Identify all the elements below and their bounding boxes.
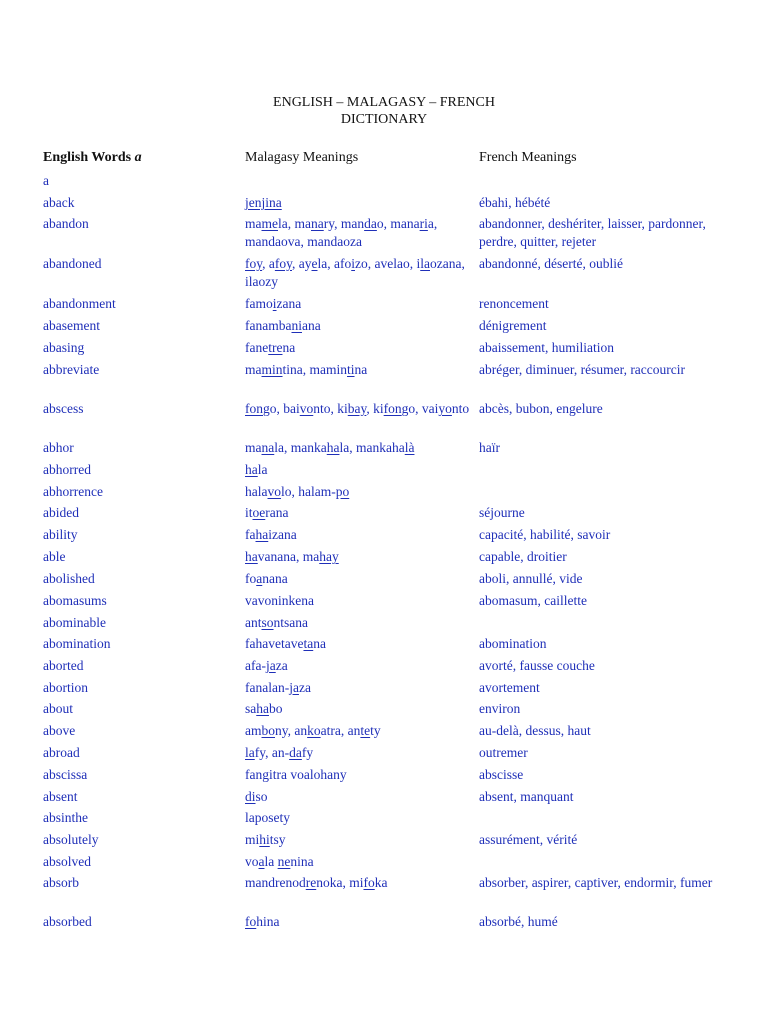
malagasy-text: go, bai — [263, 401, 300, 416]
malagasy-meaning — [245, 295, 470, 313]
malagasy-text: vo — [245, 854, 259, 869]
malagasy-text: ma — [245, 440, 262, 455]
malagasy-text: vanana, ma — [257, 549, 320, 564]
stressed-syllable: ni — [291, 318, 302, 333]
french-meaning: abréger, diminuer, résumer, raccourcir — [479, 362, 686, 377]
malagasy-meaning — [245, 504, 470, 522]
header-malagasy: Malagasy Meanings — [245, 150, 359, 165]
stressed-syllable: là — [404, 440, 415, 455]
stressed-syllable: fo — [363, 875, 375, 890]
english-word: abasing — [43, 340, 85, 355]
malagasy-meaning — [245, 809, 470, 827]
stressed-syllable: na — [261, 440, 275, 455]
stressed-syllable: po — [335, 484, 350, 499]
french-meaning: abscisse — [479, 767, 524, 782]
malagasy-meaning — [245, 614, 470, 632]
malagasy-text: , ki — [366, 401, 384, 416]
stressed-syllable: ha — [255, 527, 269, 542]
malagasy-text: la — [257, 462, 268, 477]
malagasy-text: nto, ki — [313, 401, 348, 416]
english-word: absorb — [43, 875, 79, 890]
malagasy-text: am — [245, 723, 262, 738]
stressed-syllable: ta — [303, 636, 314, 651]
stressed-syllable: la — [245, 745, 255, 760]
english-word: abandoned — [43, 256, 102, 271]
malagasy-meaning — [245, 853, 470, 871]
malagasy-text: tina, mamin — [282, 362, 348, 377]
malagasy-text: ny, an — [275, 723, 308, 738]
french-meaning: environ — [479, 701, 521, 716]
malagasy-text: la, afo — [317, 256, 352, 271]
stressed-syllable: na — [311, 216, 324, 231]
malagasy-text: hala — [245, 484, 268, 499]
stressed-syllable: ja — [265, 658, 276, 673]
english-word: able — [43, 549, 66, 564]
malagasy-text: rana — [265, 505, 289, 520]
english-word: abortion — [43, 680, 88, 695]
malagasy-meaning — [245, 744, 470, 762]
stressed-syllable: foy — [274, 256, 292, 271]
malagasy-meaning — [245, 679, 470, 697]
french-meaning: abandonné, déserté, oublié — [479, 256, 623, 271]
malagasy-text: na — [313, 636, 326, 651]
stressed-syllable: re — [305, 875, 317, 890]
stressed-syllable: ne — [277, 854, 291, 869]
malagasy-meaning — [245, 483, 470, 501]
english-word: abomination — [43, 636, 111, 651]
document-title: ENGLISH – MALAGASY – FRENCH — [273, 95, 495, 110]
malagasy-text: , a — [262, 256, 275, 271]
malagasy-text: noka, mi — [316, 875, 364, 890]
stressed-syllable: fo — [245, 914, 257, 929]
malagasy-meaning — [245, 255, 470, 290]
french-meaning: abaissement, humiliation — [479, 340, 614, 355]
malagasy-text: la, ma — [278, 216, 311, 231]
header-french: French Meanings — [479, 150, 577, 165]
english-word: abscissa — [43, 767, 88, 782]
english-word: absolved — [43, 854, 91, 869]
malagasy-text: go, vai — [401, 401, 439, 416]
malagasy-text: fangitra voalohany — [245, 767, 347, 782]
malagasy-meaning — [245, 766, 470, 784]
english-word: abhor — [43, 440, 74, 455]
malagasy-text: la, mankaha — [339, 440, 405, 455]
malagasy-meaning — [245, 874, 470, 892]
french-meaning: capacité, habilité, savoir — [479, 527, 611, 542]
malagasy-text: laposety — [245, 810, 290, 825]
english-word: absolutely — [43, 832, 99, 847]
malagasy-text: ma — [245, 362, 262, 377]
malagasy-text: vavoninkena — [245, 593, 314, 608]
stressed-syllable: i — [351, 256, 355, 271]
malagasy-text: lo, halam- — [281, 484, 336, 499]
malagasy-text: hina — [256, 914, 280, 929]
stressed-syllable: bo — [261, 723, 275, 738]
malagasy-meaning — [245, 570, 470, 588]
stressed-syllable: a — [256, 571, 263, 586]
english-word: abhorrence — [43, 484, 103, 499]
stressed-syllable: da — [364, 216, 377, 231]
malagasy-text: fahavetave — [245, 636, 304, 651]
french-meaning: abandonner, deshériter, laisser, pardonner, perdre, quitter, rejeter — [479, 216, 706, 249]
stressed-syllable: min — [261, 362, 283, 377]
stressed-syllable: tre — [268, 340, 283, 355]
malagasy-text: zana — [276, 296, 302, 311]
header-english-letter: a — [134, 150, 142, 165]
stressed-syllable: vo — [267, 484, 281, 499]
stressed-syllable: so — [261, 615, 274, 630]
stressed-syllable: me — [261, 216, 278, 231]
french-meaning: abomasum, caillette — [479, 593, 587, 608]
malagasy-text: fo — [245, 571, 257, 586]
malagasy-text: nina — [290, 854, 314, 869]
malagasy-text: nana — [262, 571, 288, 586]
stressed-syllable: di — [245, 789, 256, 804]
malagasy-meaning — [245, 913, 470, 931]
malagasy-text: fy, an- — [254, 745, 290, 760]
malagasy-text: , ay — [292, 256, 312, 271]
malagasy-text: mandrenod — [245, 875, 306, 890]
french-meaning: outremer — [479, 745, 528, 760]
french-meaning: aboli, annullé, vide — [479, 571, 583, 586]
french-meaning: renoncement — [479, 296, 549, 311]
stressed-syllable: e — [311, 256, 318, 271]
malagasy-text: it — [245, 505, 253, 520]
malagasy-text: atra, an — [320, 723, 361, 738]
malagasy-meaning — [245, 700, 470, 718]
malagasy-text: ry, man — [323, 216, 365, 231]
malagasy-text: so — [255, 789, 268, 804]
french-meaning: avorté, fausse couche — [479, 658, 595, 673]
english-word: abroad — [43, 745, 80, 760]
french-meaning: abomination — [479, 636, 547, 651]
english-word: a — [43, 173, 49, 188]
english-word: about — [43, 701, 73, 716]
stressed-syllable: ko — [307, 723, 321, 738]
stressed-syllable: ha — [245, 549, 258, 564]
malagasy-text: bo — [269, 701, 283, 716]
stressed-syllable: ha — [256, 701, 269, 716]
malagasy-text: afa- — [245, 658, 266, 673]
english-word: absinthe — [43, 810, 88, 825]
header-english-label: English Words — [43, 150, 132, 165]
stressed-syllable: hay — [319, 549, 339, 564]
malagasy-text: ty — [370, 723, 381, 738]
stressed-syllable: ha — [326, 440, 340, 455]
stressed-syllable: ja — [289, 680, 299, 695]
malagasy-text: la, manka — [274, 440, 327, 455]
english-word: aback — [43, 195, 75, 210]
stressed-syllable: vo — [299, 401, 314, 416]
malagasy-meaning — [245, 831, 470, 849]
malagasy-meaning — [245, 635, 470, 653]
malagasy-text: za — [275, 658, 288, 673]
malagasy-text: ant — [245, 615, 262, 630]
english-word: abandonment — [43, 296, 116, 311]
french-meaning: au-delà, dessus, haut — [479, 723, 591, 738]
french-meaning: haïr — [479, 440, 500, 455]
stressed-syllable: ha — [245, 462, 258, 477]
stressed-syllable: yo — [438, 401, 452, 416]
stressed-syllable: fon — [245, 401, 263, 416]
stressed-syllable: hi — [259, 832, 270, 847]
english-word: abbreviate — [43, 362, 100, 377]
french-meaning: ébahi, hébété — [479, 195, 551, 210]
french-meaning: séjourne — [479, 505, 525, 520]
document-subtitle: DICTIONARY — [340, 112, 428, 127]
stressed-syllable: bay — [347, 401, 367, 416]
english-word: abomasums — [43, 593, 107, 608]
stressed-syllable: foy — [245, 256, 263, 271]
malagasy-text: na — [282, 340, 296, 355]
stressed-syllable: fon — [383, 401, 402, 416]
french-meaning: abcès, bubon, engelure — [479, 401, 603, 416]
malagasy-text: mi — [245, 832, 260, 847]
english-word: abided — [43, 505, 79, 520]
french-meaning: avortement — [479, 680, 540, 695]
malagasy-text: sa — [245, 701, 257, 716]
malagasy-meaning — [245, 592, 470, 610]
malagasy-text: ka — [374, 875, 388, 890]
malagasy-meaning — [245, 400, 470, 418]
english-word: absent — [43, 789, 78, 804]
french-meaning: assurément, vérité — [479, 832, 578, 847]
malagasy-text: ana — [302, 318, 321, 333]
malagasy-text: la — [264, 854, 278, 869]
english-word: ability — [43, 527, 78, 542]
english-word: above — [43, 723, 76, 738]
french-meaning: dénigrement — [479, 318, 547, 333]
french-meaning: capable, droitier — [479, 549, 567, 564]
malagasy-meaning — [245, 722, 470, 740]
stressed-syllable: ti — [347, 362, 355, 377]
french-meaning: absorber, aspirer, captiver, endormir, fumer — [479, 875, 713, 890]
malagasy-text: tsy — [269, 832, 286, 847]
malagasy-meaning — [245, 461, 470, 479]
malagasy-text: o, mana — [376, 216, 420, 231]
malagasy-text: fanamba — [245, 318, 292, 333]
malagasy-meaning — [245, 215, 470, 250]
malagasy-meaning — [245, 526, 470, 544]
malagasy-meaning — [245, 361, 470, 379]
malagasy-meaning — [245, 317, 470, 335]
french-meaning: absent, manquant — [479, 789, 574, 804]
english-word: abolished — [43, 571, 95, 586]
malagasy-meaning — [245, 439, 470, 457]
malagasy-text: fanalan- — [245, 680, 290, 695]
stressed-syllable: te — [360, 723, 371, 738]
malagasy-meaning — [245, 788, 470, 806]
english-word: abhorred — [43, 462, 91, 477]
english-word: aborted — [43, 658, 84, 673]
malagasy-text: fane — [245, 340, 269, 355]
malagasy-text: ma — [245, 216, 262, 231]
english-word: abandon — [43, 216, 89, 231]
malagasy-text: fa — [245, 527, 256, 542]
stressed-syllable: a — [258, 854, 265, 869]
malagasy-text: a, mandaova, mandaoza — [245, 216, 438, 249]
stressed-syllable: jenjina — [245, 195, 282, 210]
stressed-syllable: ri — [419, 216, 428, 231]
stressed-syllable: i — [272, 296, 277, 311]
malagasy-text: ozana, ilaozy — [245, 256, 465, 289]
stressed-syllable: oe — [252, 505, 266, 520]
malagasy-text: za — [298, 680, 311, 695]
malagasy-text: fy — [301, 745, 314, 760]
malagasy-text: famo — [245, 296, 273, 311]
malagasy-text: nto — [451, 401, 470, 416]
stressed-syllable: da — [289, 745, 302, 760]
english-word: abscess — [43, 401, 84, 416]
malagasy-text: na — [354, 362, 368, 377]
malagasy-meaning — [245, 194, 470, 212]
english-word: abominable — [43, 615, 106, 630]
malagasy-text: izana — [268, 527, 297, 542]
french-meaning: absorbé, humé — [479, 914, 558, 929]
malagasy-text: zo, avelao, i — [355, 256, 421, 271]
malagasy-meaning — [245, 657, 470, 675]
malagasy-meaning — [245, 548, 470, 566]
stressed-syllable: la — [420, 256, 430, 271]
malagasy-text: ntsana — [273, 615, 309, 630]
malagasy-meaning — [245, 339, 470, 357]
english-word: abasement — [43, 318, 100, 333]
english-word: absorbed — [43, 914, 92, 929]
